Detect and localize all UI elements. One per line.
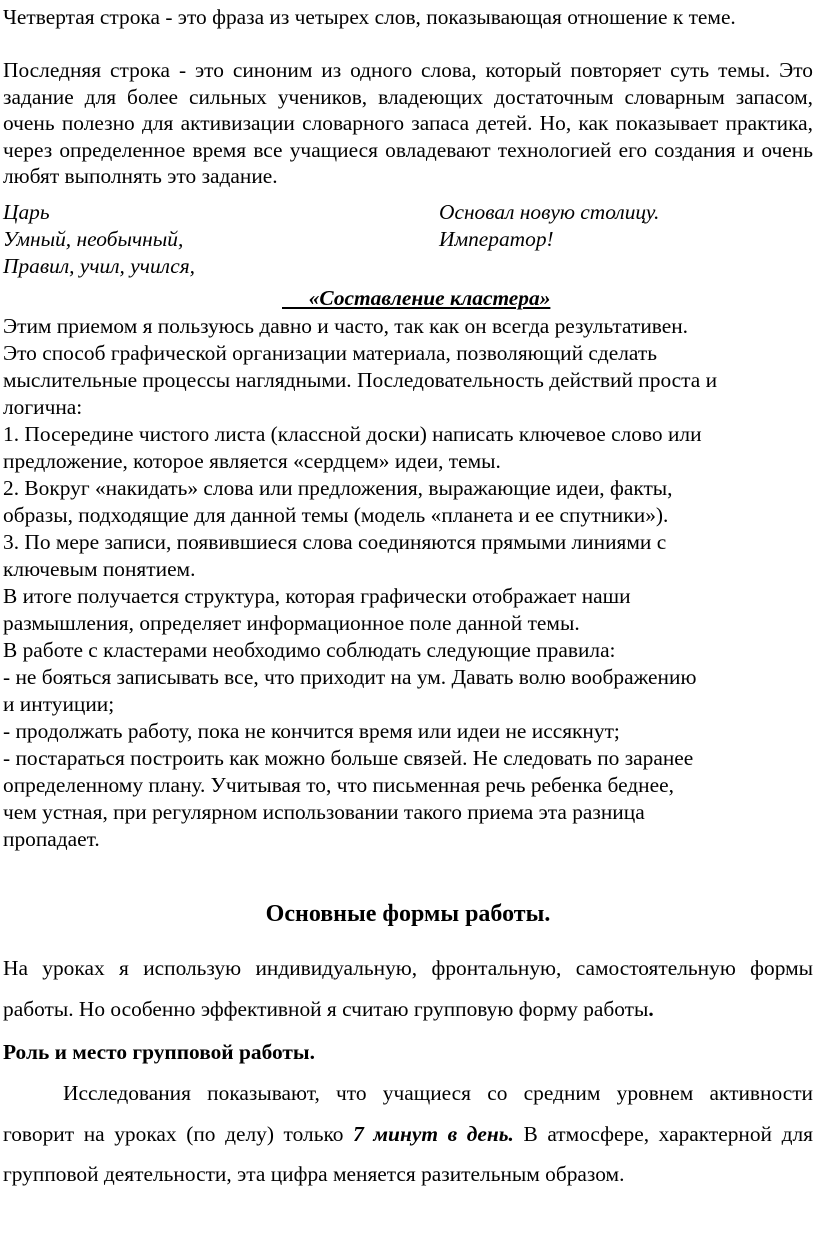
cluster-text-line: пропадает.: [3, 827, 100, 851]
cluster-text-line: 1. Посередине чистого листа (классной доски) написать ключевое слово или: [3, 422, 702, 446]
forms-paragraph: [3, 948, 813, 1029]
forms-end: .: [648, 996, 654, 1021]
cluster-text-line: образы, подходящие для данной темы (модель «планета и ее спутники»).: [3, 503, 669, 527]
section-heading: Основные формы работы.: [265, 901, 551, 927]
poem-line-5: Император!: [439, 227, 554, 251]
research-emphasis: 7 минут в день.: [353, 1121, 514, 1146]
cluster-text-line: - постараться построить как можно больше связей. Не следовать по заранее: [3, 746, 694, 770]
cluster-text-line: 2. Вокруг «накидать» слова или предложения, выражающие идеи, факты,: [3, 476, 673, 500]
poem-line-4: Основал новую столицу.: [439, 200, 660, 224]
cluster-text-line: В итоге получается структура, которая графически отображает наши: [3, 584, 631, 608]
forms-text: На уроках я использую индивидуальную, фронтальную, самостоятельную формы работы. Но особенно эффективной я считаю групповую форму работы: [3, 956, 813, 1021]
cluster-section-title: «Составление кластера»: [282, 286, 551, 310]
cluster-text-line: чем устная, при регулярном использовании такого приема эта разница: [3, 800, 645, 824]
poem-line-3: Правил, учил, учился,: [3, 254, 196, 278]
cluster-text-line: и интуиции;: [3, 692, 115, 716]
cluster-text-line: В работе с кластерами необходимо соблюдать следующие правила:: [3, 638, 616, 662]
cluster-text-line: Этим приемом я пользуюсь давно и часто, так как он всегда результативен.: [3, 314, 689, 338]
cluster-text-line: Это способ графической организации материала, позволяющий сделать: [3, 341, 657, 365]
cluster-text-line: ключевым понятием.: [3, 557, 196, 581]
cluster-text-line: 3. По мере записи, появившиеся слова соединяются прямыми линиями с: [3, 530, 667, 554]
research-text-end: В атмосфере, характерной для групповой деятельности, эта цифра меняется разительным образом.: [3, 1121, 814, 1186]
poem-line-2: Умный, необычный,: [3, 227, 184, 251]
research-text: Исследования показывают, что учащиеся со средним уровнем активности говорит на уроках (по делу) только: [3, 1081, 813, 1146]
cluster-text-line: мыслительные процессы наглядными. Последовательность действий проста и: [3, 368, 718, 392]
paragraph-fourth-line: Четвертая строка - это фраза из четырех слов, показывающая отношение к теме.: [3, 5, 736, 29]
cluster-text-line: - не бояться записывать все, что приходит на ум. Давать волю воображению: [3, 665, 697, 689]
cluster-text-line: логична:: [3, 395, 83, 419]
cluster-text-line: предложение, которое является «сердцем» идеи, темы.: [3, 449, 501, 473]
cluster-text-line: размышления, определяет информационное поле данной темы.: [3, 611, 580, 635]
cluster-text-line: определенному плану. Учитывая то, что письменная речь ребенка беднее,: [3, 773, 674, 797]
role-heading: Роль и место групповой работы.: [3, 1040, 315, 1064]
research-paragraph: [3, 1073, 813, 1195]
poem-line-1: Царь: [3, 200, 50, 224]
paragraph-last-line: Последняя строка - это синоним из одного слова, который повторяет суть темы. Это задание для более сильных учеников, владеющих достаточным словарным запасом, очень полезно для активизации словарного запаса детей. Но, как показывает практика, через определенное время все учащиеся овладевают технологией его создания и очень любят выполнять это задание.: [3, 58, 813, 189]
cluster-text-line: - продолжать работу, пока не кончится время или идеи не иссякнут;: [3, 719, 620, 743]
